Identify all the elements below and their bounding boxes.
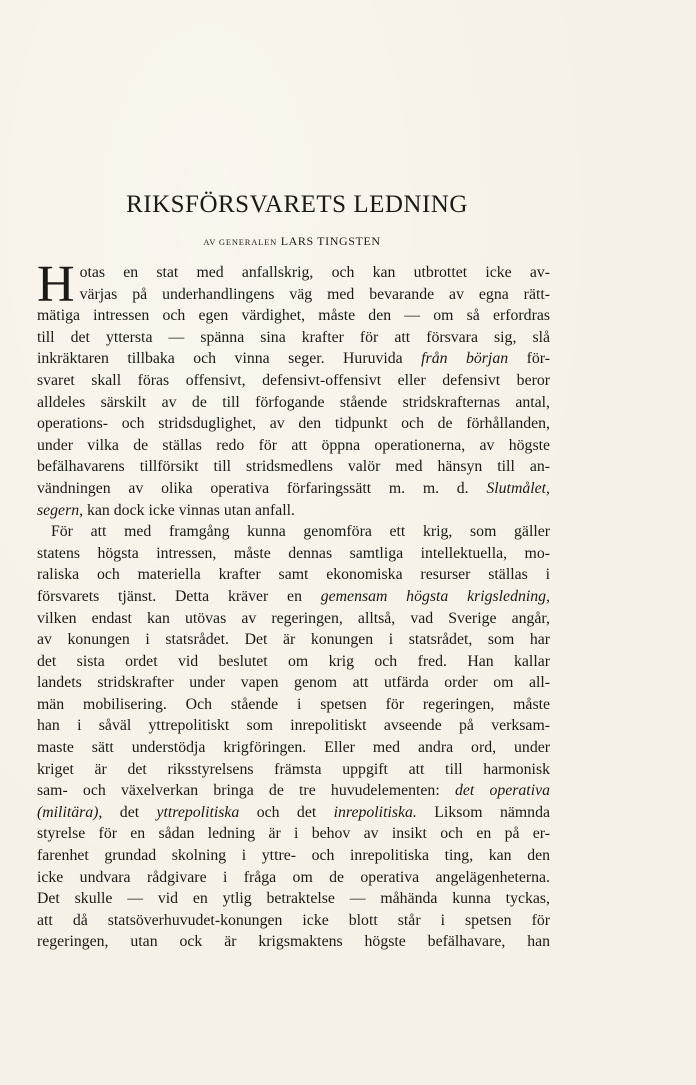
- text-line: Det skulle — vid en ytlig betraktelse — måhända kunna tyckas,: [37, 890, 550, 908]
- text-line: alldeles särskilt av de till förfogande stående stridskrafternas antal,: [37, 393, 550, 411]
- text-line: till det yttersta — spänna sina krafter för att försvara sig, slå: [37, 328, 550, 346]
- text-line: mätiga intressen och egen värdighet, måste den — om så erfordras: [37, 307, 550, 325]
- text-line: segern, kan dock icke vinnas utan anfall.: [37, 501, 295, 519]
- text-line: inkräktaren tillbaka och vinna seger. Huruvida från början för-: [37, 350, 550, 368]
- emphasis: det operativa: [454, 782, 550, 800]
- emphasis: yttrepolitiska: [156, 803, 240, 821]
- text-line: vändningen av olika operativa förfaringssätt m. m. d. Slutmålet,: [37, 479, 550, 497]
- drop-cap: H: [37, 256, 75, 313]
- text-line: befälhavarens tillförsikt till stridsmedlens valör med hänsyn till an-: [37, 458, 550, 476]
- text-line: regeringen, utan ock är krigsmaktens högste befälhavare, han: [37, 933, 550, 951]
- text-line: svaret skall föras offensivt, defensivt-offensivt eller defensivt beror: [37, 371, 550, 389]
- text-line: raliska och materiella krafter samt ekonomiska resurser ställas i: [37, 566, 550, 584]
- byline-author: LARS TINGSTEN: [280, 234, 381, 248]
- emphasis: inrepolitiska.: [333, 803, 417, 821]
- emphasis: gemensam högsta krigsledning,: [320, 587, 550, 605]
- text-line: maste sätt understödja krigföringen. Eller med andra ord, under: [37, 739, 550, 757]
- text-line: icke undvara rådgivare i fråga om de operativa angelägenheterna.: [37, 868, 550, 886]
- paragraph-1: [37, 256, 550, 521]
- text-line: farenhet grundad skolning i yttre- och inrepolitiska ting, kan den: [37, 847, 550, 865]
- emphasis: Slutmålet,: [486, 479, 550, 497]
- byline: [0, 234, 584, 249]
- article-title: RIKSFÖRSVARETS LEDNING: [126, 191, 468, 218]
- text-line: män mobilisering. Och stående i spetsen för regeringen, måste: [37, 695, 550, 713]
- text-line: det sista ordet vid beslutet om krig och fred. Han kallar: [37, 652, 550, 670]
- article-body: [37, 256, 550, 953]
- byline-prefix: AV GENERALEN: [203, 237, 278, 247]
- text-line: att då statsöverhuvudet-konungen icke blott står i spetsen för: [37, 911, 550, 929]
- text-line: landets stridskrafter under vapen genom att utfärda order om all-: [37, 674, 550, 692]
- text-line: försvarets tjänst. Detta kräver en gemensam högsta krigsledning,: [37, 587, 550, 605]
- emphasis: segern,: [37, 501, 84, 519]
- text-line: värjas på underhandlingens väg med bevarande av egna rätt-: [79, 285, 550, 303]
- text-line: operations- och stridsduglighet, av den tidpunkt och de förhållanden,: [37, 415, 550, 433]
- text-line: under vilka de ställas redo för att öppna operationerna, av högste: [37, 436, 550, 454]
- text-line: styrelse för en sådan ledning är i behov av insikt och en på er-: [37, 825, 550, 843]
- text-line: kriget är det riksstyrelsens främsta uppgift att till harmonisk: [37, 760, 550, 778]
- text-line: han i såväl yttrepolitiskt som inrepolitiskt avseende på verksam-: [37, 717, 550, 735]
- text-line: (militära), det yttrepolitiska och det inrepolitiska. Liksom nämnda: [37, 803, 550, 821]
- text-line: av konungen i statsrådet. Det är konungen i statsrådet, som har: [37, 631, 550, 649]
- emphasis: (militära),: [37, 803, 103, 821]
- emphasis: från början: [421, 350, 509, 368]
- text-line: otas en stat med anfallskrig, och kan utbrottet icke av-: [79, 264, 550, 281]
- text-line: För att med framgång kunna genomföra ett krig, som gäller: [51, 523, 550, 541]
- text-line: sam- och växelverkan bringa de tre huvudelementen: det operativa: [37, 782, 550, 800]
- text-line: statens högsta intressen, måste dennas samtliga intellektuella, mo-: [37, 544, 550, 562]
- paragraph-2: [37, 521, 550, 953]
- text-line: vilken endast kan utövas av regeringen, alltså, vad Sverige angår,: [37, 609, 550, 627]
